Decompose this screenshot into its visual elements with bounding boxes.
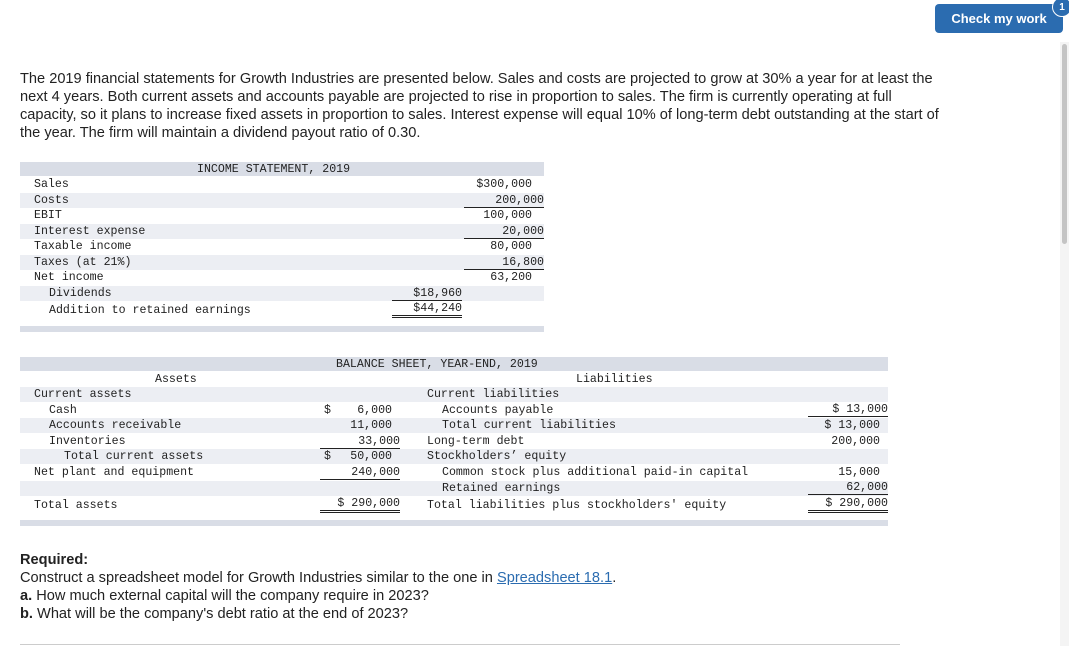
income-row-value: 100,000 — [483, 209, 532, 222]
income-row-label: Costs — [34, 194, 69, 207]
tl-value: $ 290,000 — [808, 497, 888, 513]
cash-value: 6,000 — [357, 404, 392, 417]
liabilities-header: Liabilities — [576, 373, 653, 386]
ap-value: $ 13,000 — [808, 403, 888, 417]
scrollbar-thumb[interactable] — [1062, 44, 1067, 244]
ar-label: Accounts receivable — [49, 419, 182, 432]
attempt-count-badge: 1 — [1052, 0, 1069, 17]
retained-label: Addition to retained earnings — [49, 304, 251, 317]
npe-label: Net plant and equipment — [34, 466, 195, 479]
question-a — [20, 587, 920, 605]
npe-value: 240,000 — [320, 466, 400, 480]
question-b-text: What will be the company's debt ratio at the end of 2023? — [32, 606, 409, 622]
tcl-label: Total current liabilities — [442, 419, 616, 432]
income-row-value: $300,000 — [476, 178, 532, 191]
scrollbar[interactable] — [1060, 42, 1069, 646]
re-label: Retained earnings — [442, 482, 561, 495]
check-my-work-button[interactable]: Check my work — [935, 4, 1063, 33]
income-row-value: 200,000 — [464, 194, 544, 208]
income-row-label: EBIT — [34, 209, 62, 222]
current-liabilities-label: Current liabilities — [427, 388, 560, 401]
current-assets-label: Current assets — [34, 388, 132, 401]
required-section — [20, 551, 920, 623]
cs-label: Common stock plus additional paid-in capital — [442, 466, 749, 479]
inventories-value: 33,000 — [320, 435, 400, 449]
income-title: INCOME STATEMENT, 2019 — [197, 163, 351, 176]
ltd-label: Long-term debt — [427, 435, 525, 448]
ap-label: Accounts payable — [442, 404, 554, 417]
se-label: Stockholders’ equity — [427, 450, 567, 463]
cash-dollar: $ — [324, 404, 331, 417]
balance-footer-bar — [20, 520, 888, 526]
dividends-label: Dividends — [49, 287, 112, 300]
required-heading: Required: — [20, 552, 89, 568]
tca-label: Total current assets — [64, 450, 204, 463]
question-a-label: a. — [20, 588, 33, 604]
income-footer-bar — [20, 326, 544, 332]
bottom-divider — [20, 644, 900, 645]
instruction-period: . — [612, 570, 617, 586]
question-b — [20, 605, 920, 623]
ar-value: 11,000 — [350, 419, 392, 432]
instruction-text: Construct a spreadsheet model for Growth Industries similar to the one in — [20, 570, 497, 586]
assets-header: Assets — [155, 373, 197, 386]
question-a-text: How much external capital will the company require in 2023? — [32, 588, 429, 604]
tl-label: Total liabilities plus stockholders' equity — [427, 499, 727, 512]
income-row-value: 63,200 — [490, 271, 532, 284]
income-row-label: Sales — [34, 178, 69, 191]
problem-intro: The 2019 financial statements for Growth Industries are presented below. Sales and costs are projected to grow at 30% a year for at least the next 4 years. Both current assets and accounts payable are projected to rise in proportion to sales. The firm is currently operating at full capacity, so it plans to increase fixed assets in proportion to sales. Interest expense will equal 10% of long-term debt outstanding at the start of the year. The firm will maintain a dividend payout ratio of 0.30. — [20, 71, 939, 141]
income-row-value: 80,000 — [490, 240, 532, 253]
tcl-value: $ 13,000 — [824, 419, 880, 432]
income-row-value: 16,800 — [464, 256, 544, 270]
income-row-value: 20,000 — [464, 225, 544, 239]
inventories-label: Inventories — [49, 435, 126, 448]
question-b-label: b. — [20, 606, 33, 622]
retained-value: $44,240 — [392, 302, 462, 318]
re-value: 62,000 — [808, 481, 888, 495]
tca-value: 50,000 — [350, 450, 392, 463]
cash-label: Cash — [49, 404, 77, 417]
required-instruction — [20, 569, 920, 587]
cs-value: 15,000 — [838, 466, 880, 479]
total-assets-label: Total assets — [34, 499, 118, 512]
balance-title: BALANCE SHEET, YEAR-END, 2019 — [336, 358, 538, 371]
income-row-label: Interest expense — [34, 225, 146, 238]
dividends-value: $18,960 — [392, 287, 462, 301]
income-row-label: Taxable income — [34, 240, 132, 253]
income-row-label: Taxes (at 21%) — [34, 256, 132, 269]
tca-dollar: $ — [324, 450, 331, 463]
spreadsheet-link[interactable]: Spreadsheet 18.1 — [496, 570, 613, 586]
ltd-value: 200,000 — [831, 435, 880, 448]
total-assets-value: $ 290,000 — [320, 497, 400, 513]
income-row-label: Net income — [34, 271, 104, 284]
